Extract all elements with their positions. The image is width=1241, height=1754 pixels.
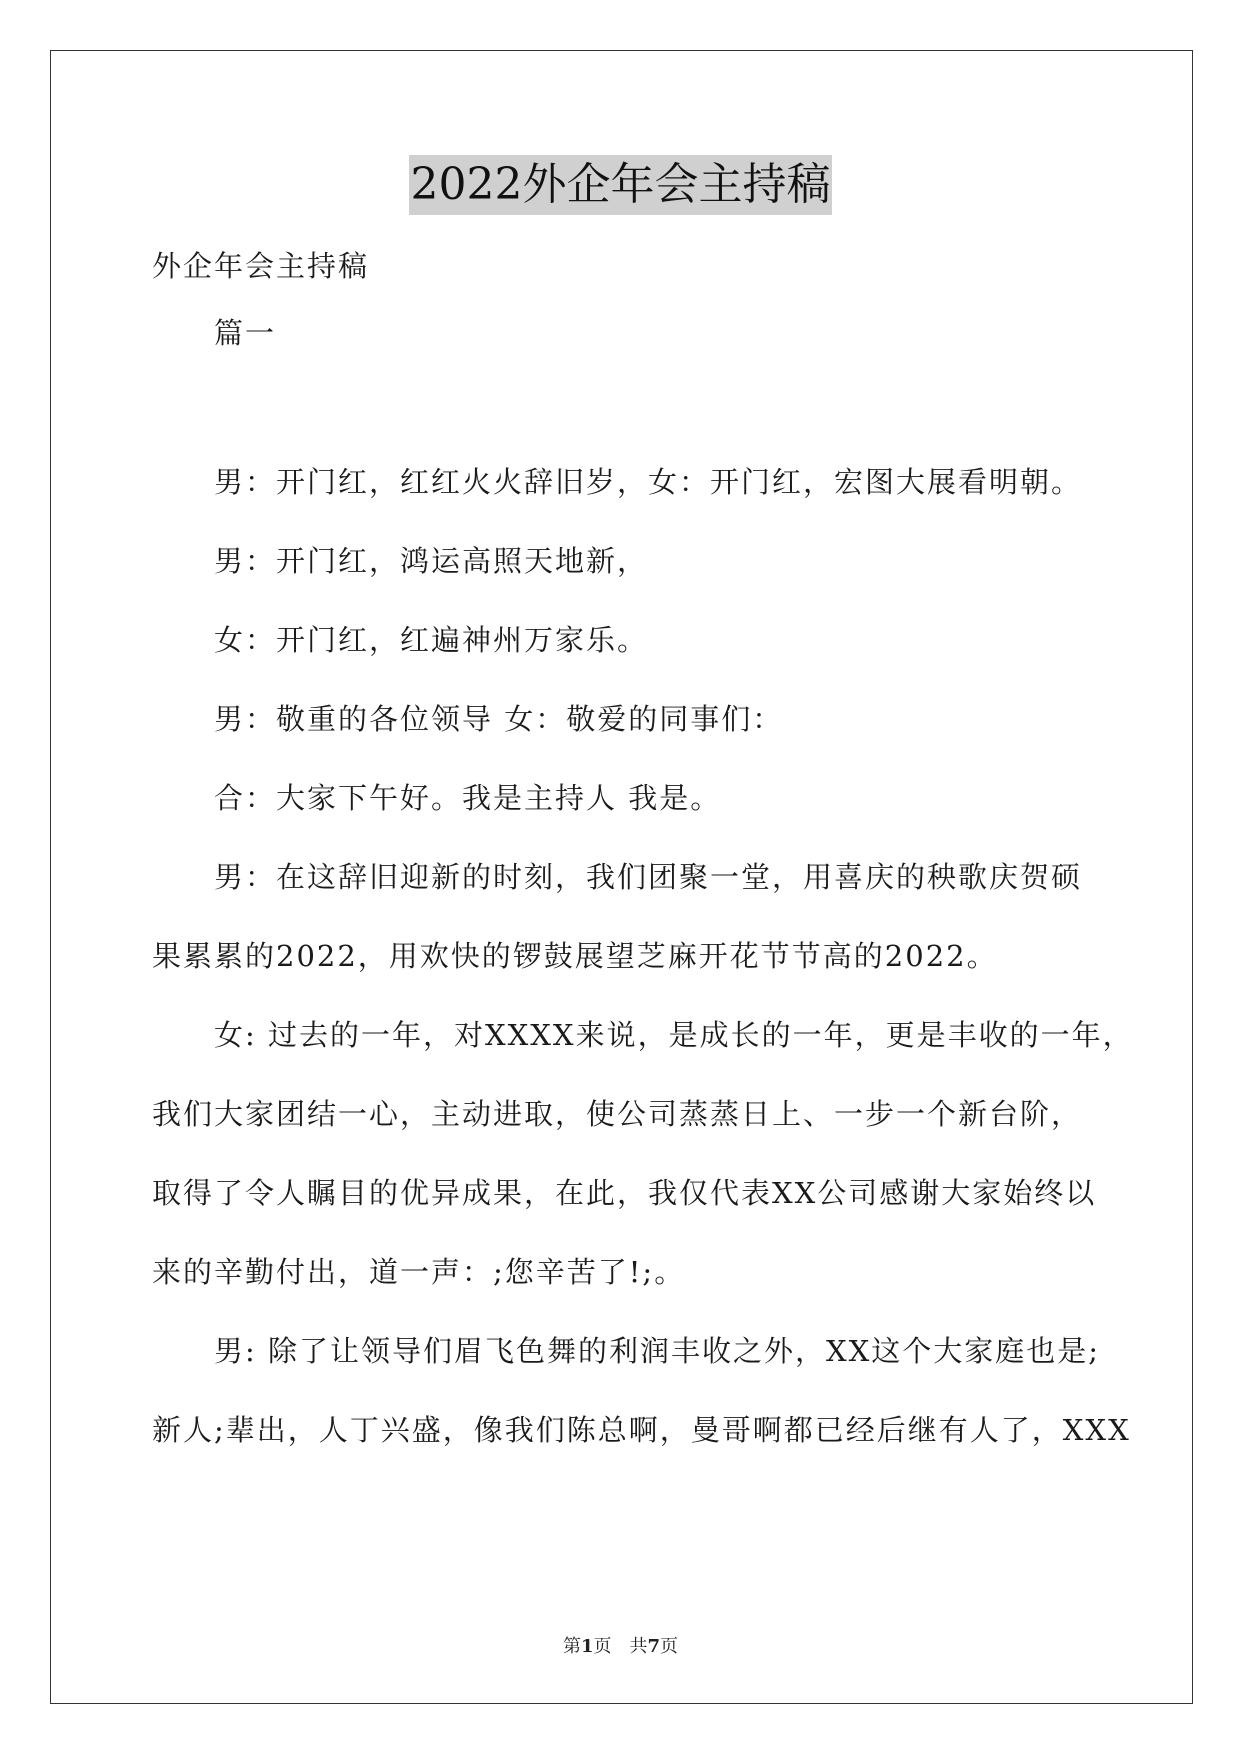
text-line: 新人;辈出，人丁兴盛，像我们陈总啊，曼哥啊都已经后继有人了，XXX: [152, 1413, 1131, 1447]
text-line: 男：开门红，红红火火辞旧岁，女：开门红，宏图大展看明朝。: [214, 465, 1083, 499]
text-line: 来的辛勤付出，道一声：;您辛苦了!;。: [152, 1255, 686, 1289]
text-line: 取得了令人瞩目的优异成果，在此，我仅代表XX公司感谢大家始终以: [152, 1176, 1097, 1210]
document-subtitle: 外企年会主持稿: [152, 249, 370, 283]
text-line: 我们大家团结一心，主动进取，使公司蒸蒸日上、一步一个新台阶，: [152, 1097, 1083, 1131]
text-line: 男：开门红，鸿运高照天地新，: [214, 544, 649, 578]
footer-prefix: 第: [562, 1636, 581, 1657]
text-line: 合：大家下午好。我是主持人 我是。: [214, 781, 722, 815]
footer-middle: 页 共: [593, 1636, 648, 1657]
text-line: 女：开门红，红遍神州万家乐。: [214, 623, 649, 657]
text-line: 女: 过去的一年，对XXXX来说，是成长的一年，更是丰收的一年，: [214, 1018, 1134, 1052]
total-pages-number: 7: [647, 1636, 661, 1657]
title-container: [0, 155, 1241, 215]
section-heading: 篇一: [214, 316, 277, 350]
footer-suffix: 页: [660, 1636, 679, 1657]
document-title: 2022外企年会主持稿: [409, 155, 833, 215]
page-footer: [0, 1632, 1241, 1658]
text-line: 男：敬重的各位领导 女：敬爱的同事们：: [214, 702, 784, 736]
text-line: 男：在这辞旧迎新的时刻，我们团聚一堂，用喜庆的秧歌庆贺硕: [214, 860, 1083, 894]
current-page-number: 1: [580, 1636, 594, 1657]
text-line: 男: 除了让领导们眉飞色舞的利润丰收之外，XX这个大家庭也是;: [214, 1334, 1101, 1368]
text-line: 果累累的2022，用欢快的锣鼓展望芝麻开花节节高的2022。: [152, 939, 998, 973]
